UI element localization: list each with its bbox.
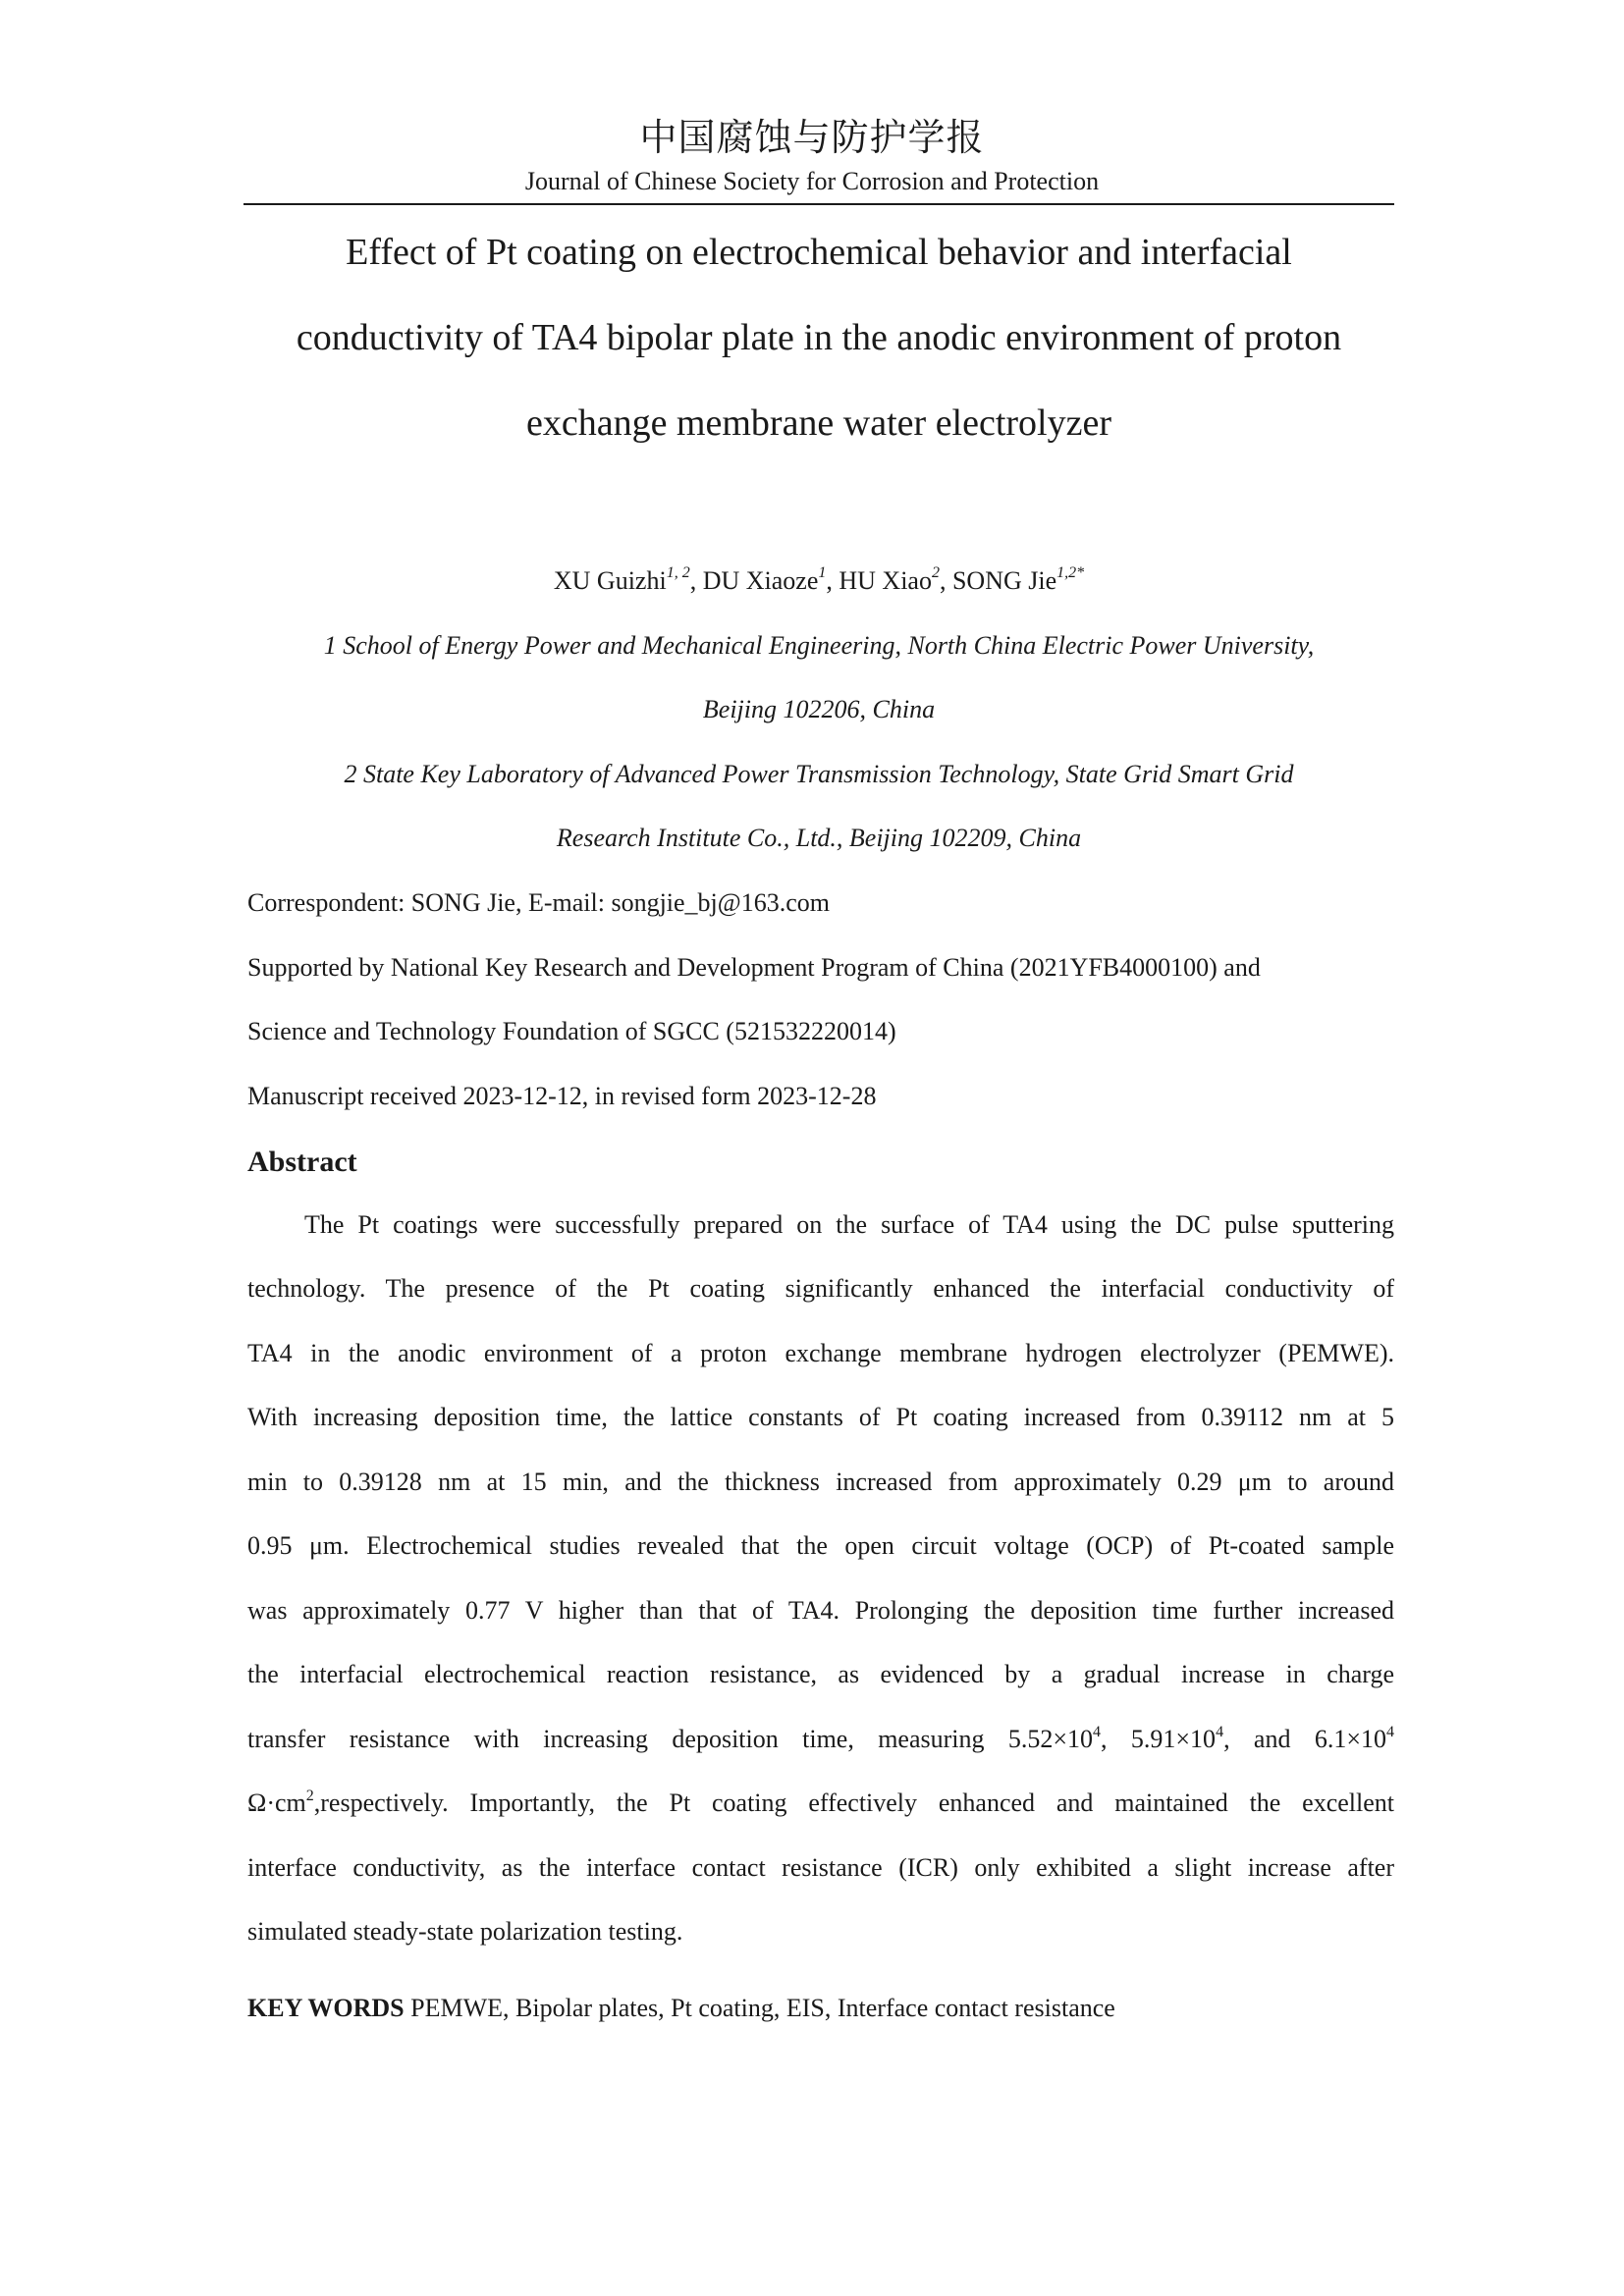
author-affiliation-mark: 1, 2: [666, 564, 690, 581]
keywords-text: PEMWE, Bipolar plates, Pt coating, EIS, Interface contact resistance: [404, 1994, 1115, 2022]
journal-name-english: Journal of Chinese Society for Corrosion and Protection: [524, 167, 1100, 195]
funding-line: Supported by National Key Research and Development Program of China (2021YFB4000100) and: [247, 953, 1261, 982]
abstract-line: simulated steady-state polarization testing.: [247, 1917, 683, 1946]
abstract-text: transfer resistance with increasing deposition time, measuring 5.52×10: [247, 1725, 1094, 1753]
paper-title-line: Effect of Pt coating on electrochemical behavior and interfacial: [346, 232, 1292, 273]
author-name: SONG Jie: [951, 566, 1057, 595]
abstract-line: technology. The presence of the Pt coating significantly enhanced the interfacial conductivity of: [247, 1274, 1394, 1303]
author-separator: ,: [826, 566, 839, 595]
superscript: 4: [1216, 1724, 1224, 1740]
abstract-line: the interfacial electrochemical reaction resistance, as evidenced by a gradual increase in charge: [247, 1660, 1394, 1688]
abstract-heading: Abstract: [247, 1146, 357, 1178]
correspondent-info: Correspondent: SONG Jie, E-mail: songjie_bj@163.com: [247, 888, 830, 917]
abstract-line: With increasing deposition time, the lattice constants of Pt coating increased from 0.39112 nm at 5: [247, 1403, 1394, 1431]
abstract-line: interface conductivity, as the interface contact resistance (ICR) only exhibited a slight increase after: [247, 1853, 1394, 1882]
author-affiliation-mark: 1,2*: [1056, 564, 1085, 581]
author-list: [244, 565, 1394, 597]
abstract-text: ,respectively. Importantly, the Pt coating effectively enhanced and maintained the excellent: [313, 1789, 1394, 1817]
header-divider: [244, 203, 1394, 205]
funding-line: Science and Technology Foundation of SGCC (521532220014): [247, 1017, 896, 1045]
abstract-line: TA4 in the anodic environment of a proton exchange membrane hydrogen electrolyzer (PEMWE).: [247, 1339, 1394, 1367]
abstract-line: [247, 1724, 1394, 1755]
author-affiliation-mark: 2: [931, 564, 940, 581]
author-separator: ,: [689, 566, 703, 595]
superscript: 4: [1093, 1724, 1102, 1740]
abstract-text: , 5.91×10: [1101, 1725, 1217, 1753]
abstract-line: min to 0.39128 nm at 15 min, and the thickness increased from approximately 0.29 μm to around: [247, 1468, 1394, 1496]
superscript: 2: [305, 1788, 314, 1804]
affiliation-line: Beijing 102206, China: [702, 695, 936, 723]
abstract-line: [247, 1788, 1394, 1819]
superscript: 4: [1386, 1724, 1394, 1740]
affiliation-line: 2 State Key Laboratory of Advanced Power Transmission Technology, State Grid Smart Grid: [344, 760, 1294, 788]
author-name: DU Xiaoze: [702, 566, 819, 595]
affiliation-line: 1 School of Energy Power and Mechanical Engineering, North China Electric Power University,: [323, 631, 1315, 660]
abstract-line: was approximately 0.77 V higher than that of TA4. Prolonging the deposition time further increased: [247, 1596, 1394, 1625]
abstract-text: , and 6.1×10: [1223, 1725, 1386, 1753]
author-name: XU Guizhi: [553, 566, 667, 595]
keywords: [247, 1993, 1115, 2024]
author-affiliation-mark: 1: [818, 564, 827, 581]
journal-name-chinese: 中国腐蚀与防护学报: [639, 116, 985, 159]
author-name: HU Xiao: [839, 566, 932, 595]
keywords-label: KEY WORDS: [247, 1994, 405, 2022]
abstract-line: 0.95 μm. Electrochemical studies revealed that the open circuit voltage (OCP) of Pt-coated sample: [247, 1531, 1394, 1560]
abstract-text: Ω·cm: [247, 1789, 306, 1817]
author-separator: ,: [939, 566, 952, 595]
manuscript-dates: Manuscript received 2023-12-12, in revised form 2023-12-28: [247, 1082, 877, 1110]
paper-title-line: conductivity of TA4 bipolar plate in the anodic environment of proton: [296, 317, 1342, 358]
paper-title-line: exchange membrane water electrolyzer: [525, 402, 1112, 444]
abstract-line: The Pt coatings were successfully prepared on the surface of TA4 using the DC pulse sputtering: [304, 1210, 1394, 1239]
affiliation-line: Research Institute Co., Ltd., Beijing 102209, China: [556, 824, 1082, 852]
